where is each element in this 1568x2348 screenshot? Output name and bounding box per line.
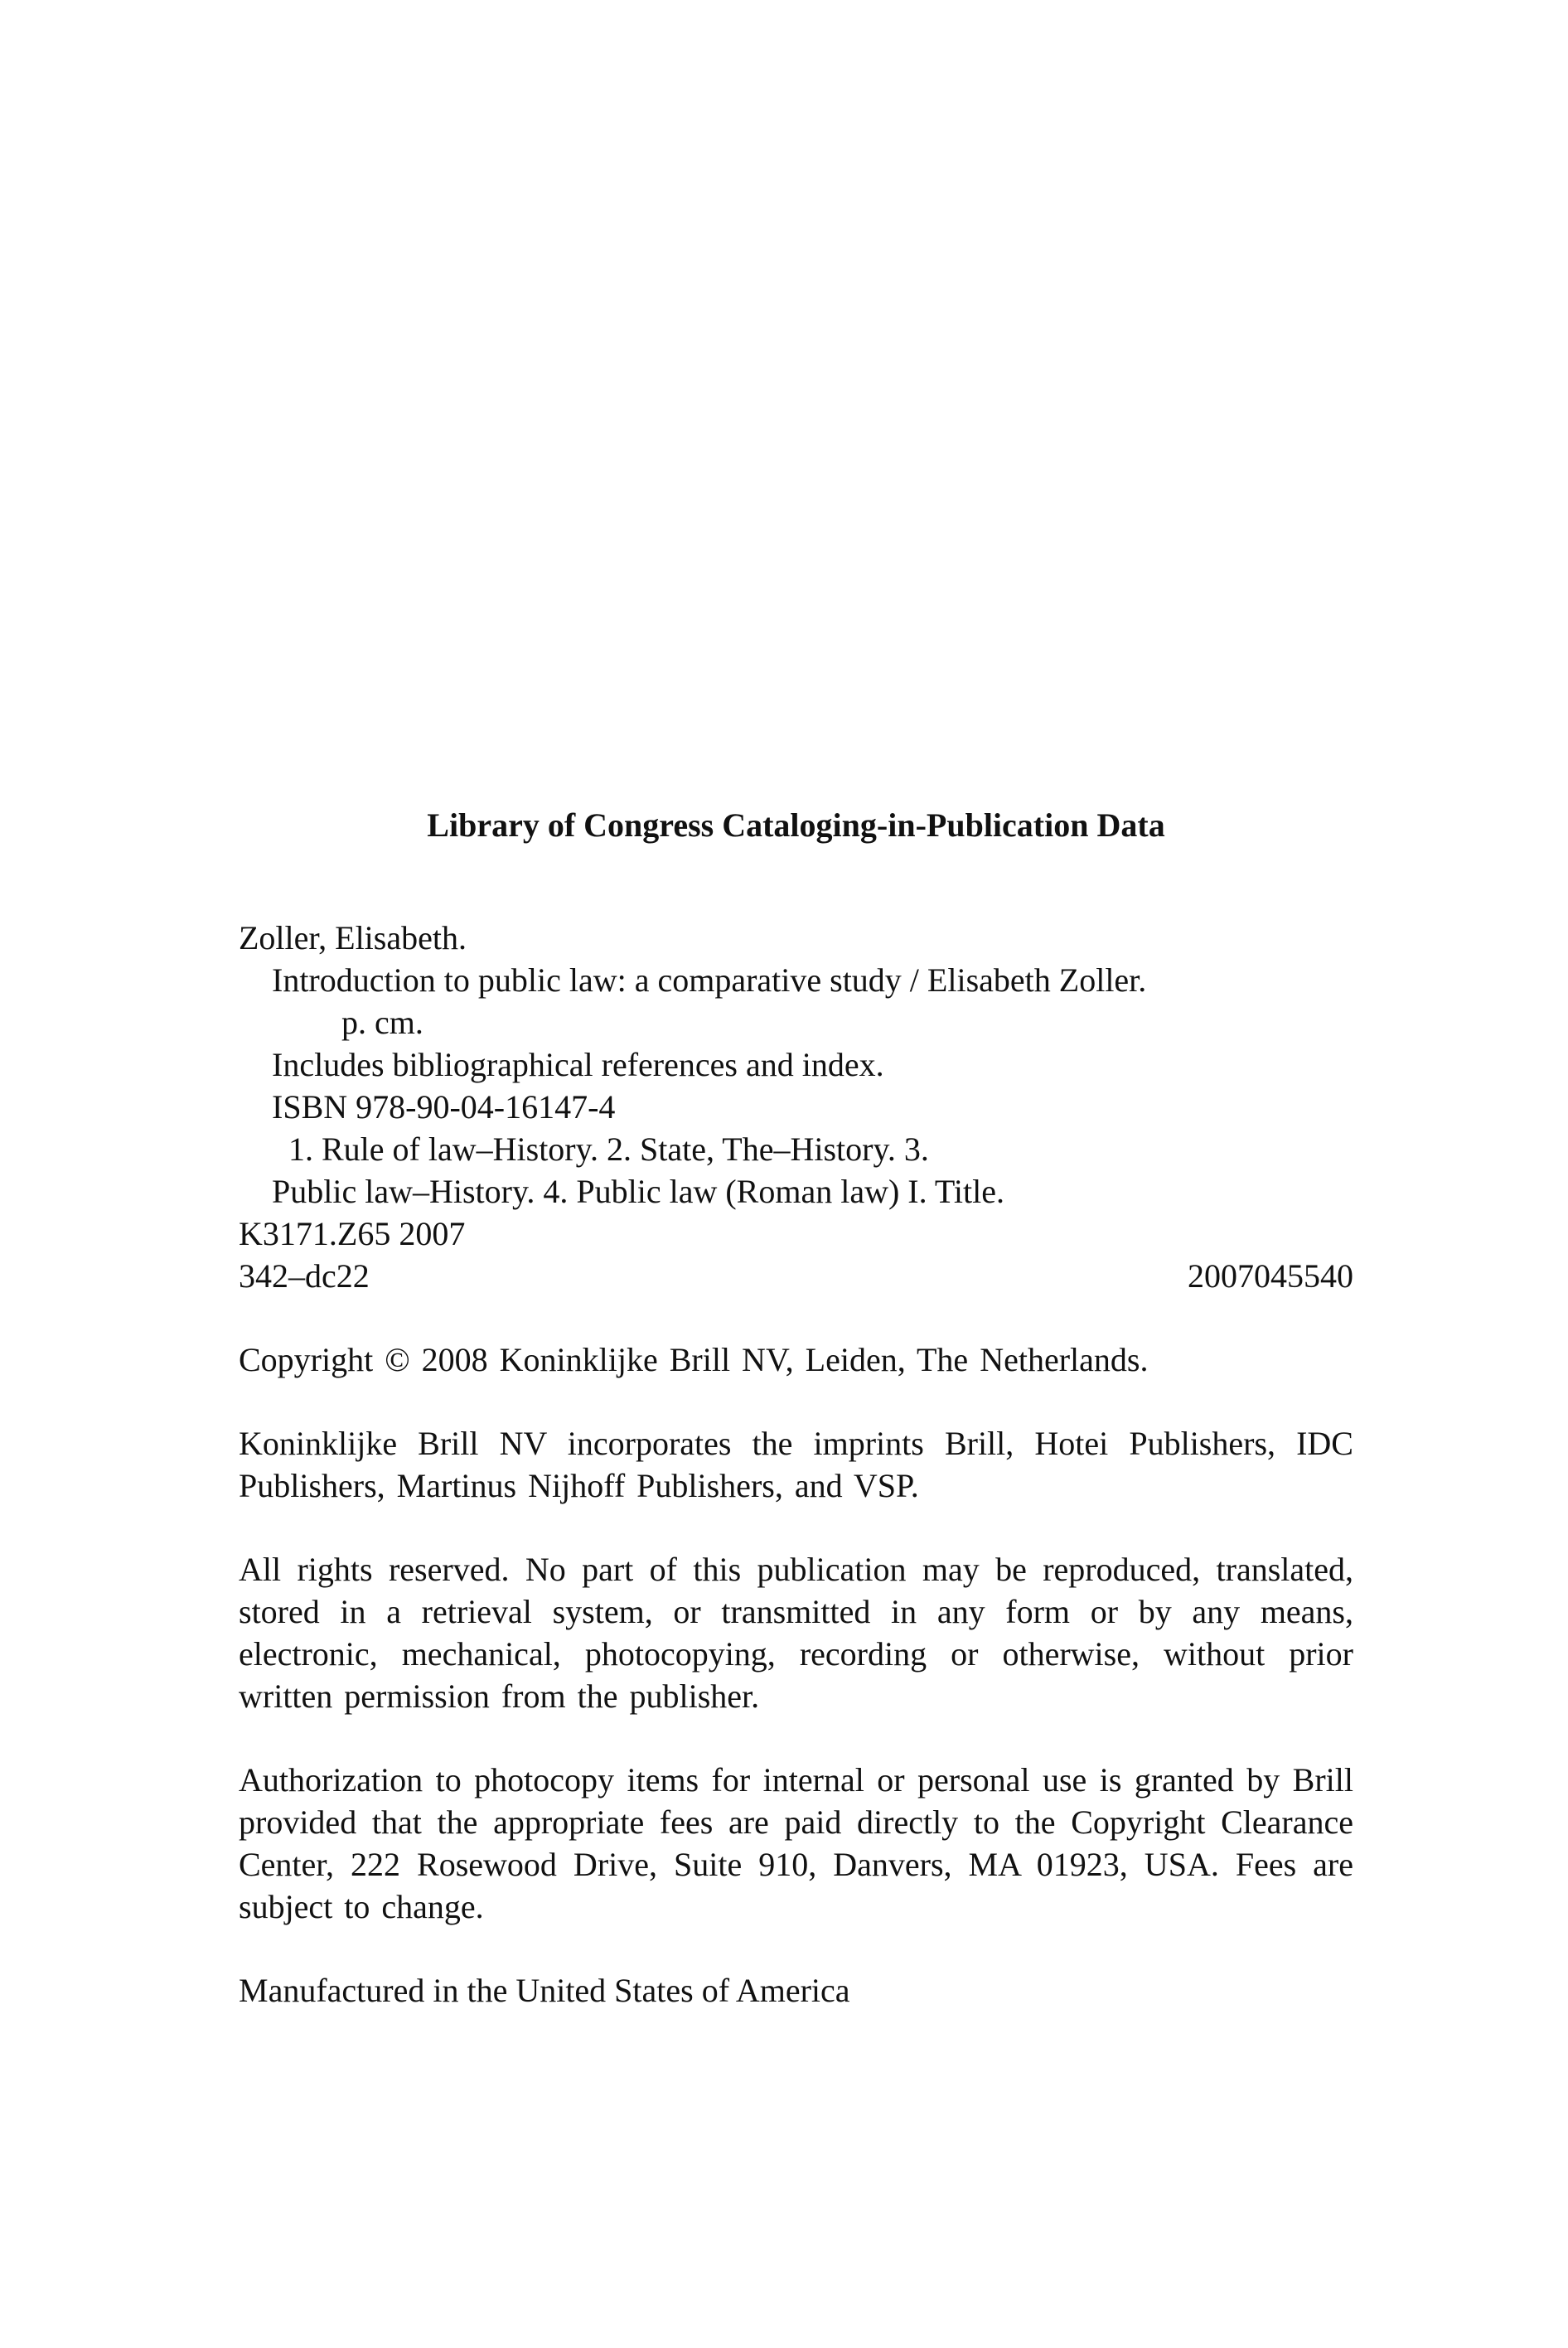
manufactured-notice: Manufactured in the United States of America (239, 1972, 850, 2009)
cip-notes: Includes bibliographical references and index. (272, 1046, 884, 1083)
cip-author: Zoller, Elisabeth. (239, 919, 467, 956)
cip-call-number: K3171.Z65 2007 (239, 1215, 466, 1252)
copyright-notice: Copyright © 2008 Koninklijke Brill NV, Leiden, The Netherlands. (239, 1341, 1149, 1378)
cip-pagination: p. cm. (341, 1004, 423, 1041)
cip-classification: 342–dc22 (239, 1257, 370, 1295)
cip-record (239, 917, 1353, 1297)
cip-lccn: 2007045540 (1188, 1257, 1353, 1295)
authorization-notice: Authorization to photocopy items for internal or personal use is granted by Brill provided that the appropriate fees are paid directly to the Copyright Clearance Center, 222 Rosewood Drive, Suite 910, Danvers, MA 01923, USA. Fees are subject to change. (239, 1761, 1353, 1925)
cip-heading: Library of Congress Cataloging-in-Publication Data (427, 806, 1165, 844)
cip-classification-row (239, 1255, 1353, 1297)
imprints-notice: Koninklijke Brill NV incorporates the imprints Brill, Hotei Publishers, IDC Publishers, Martinus Nijhoff Publishers, and VSP. (239, 1425, 1353, 1504)
cip-subjects-line2: Public law–History. 4. Public law (Roman law) I. Title. (272, 1173, 1005, 1210)
cip-title: Introduction to public law: a comparative study / Elisabeth Zoller. (272, 961, 1147, 999)
rights-notice: All rights reserved. No part of this publication may be reproduced, translated, stored in a retrieval system, or transmitted in any form or by any means, electronic, mechanical, photocopying, recording or otherwise, without prior written permission from the publisher. (239, 1551, 1353, 1715)
cip-subjects-line1: 1. Rule of law–History. 2. State, The–History. 3. (288, 1130, 929, 1168)
cip-isbn: ISBN 978-90-04-16147-4 (272, 1088, 616, 1126)
